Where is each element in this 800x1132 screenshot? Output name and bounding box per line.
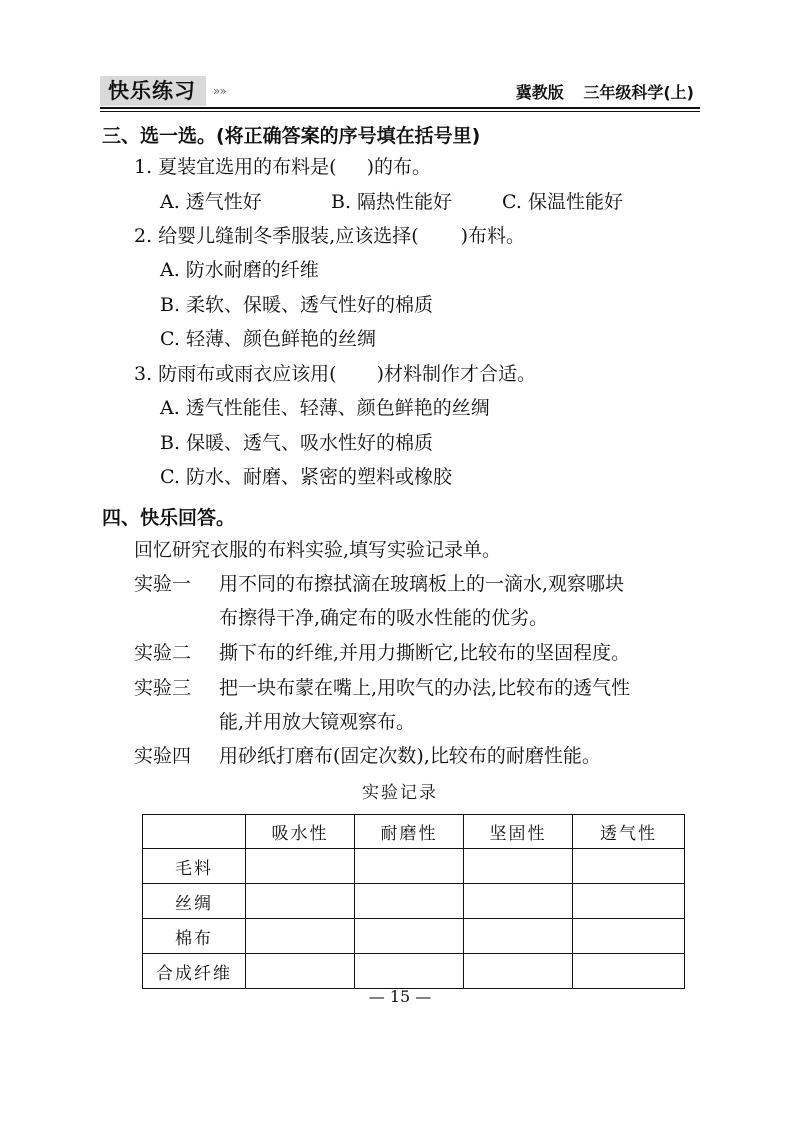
experiment-3-line-1: 把一块布蒙在嘴上,用吹气的办法,比较布的透气性 <box>219 677 631 699</box>
table-row <box>143 954 685 989</box>
book-info <box>516 80 694 103</box>
section-4-title: 四、快乐回答。 <box>102 507 236 529</box>
experiment-2-label: 实验二 <box>134 642 192 664</box>
experiment-3-line-2: 能,并用放大镜观察布。 <box>219 711 416 733</box>
experiment-3-label: 实验三 <box>134 677 192 699</box>
table-cell[interactable] <box>573 884 685 919</box>
column-header-blank <box>143 815 246 849</box>
table-cell[interactable] <box>573 919 685 954</box>
header-divider <box>100 107 700 112</box>
chevron-right-icon: »» <box>213 84 226 98</box>
row-label-synthetic: 合成纤维 <box>143 954 246 989</box>
table-cell[interactable] <box>246 884 355 919</box>
question-3-option-b: B. 保暖、透气、吸水性好的棉质 <box>160 432 434 454</box>
question-1-stem <box>134 155 431 179</box>
question-3-option-a: A. 透气性能佳、轻薄、颜色鲜艳的丝绸 <box>160 397 490 419</box>
question-2-option-a: A. 防水耐磨的纤维 <box>160 259 319 281</box>
table-row <box>143 884 685 919</box>
table-header-row <box>143 815 685 849</box>
record-table <box>142 814 685 989</box>
grade-label: 三年级科学(上) <box>583 83 694 102</box>
question-1-option-c: C. 保温性能好 <box>502 191 623 213</box>
table-cell[interactable] <box>355 849 464 884</box>
column-header-strength: 坚固性 <box>464 815 573 849</box>
experiment-4-label: 实验四 <box>134 745 192 767</box>
table-cell[interactable] <box>355 954 464 989</box>
brand-label: 快乐练习 <box>100 76 206 106</box>
table-cell[interactable] <box>355 884 464 919</box>
table-row <box>143 849 685 884</box>
question-1-stem-b: )的布。 <box>366 156 432 178</box>
row-label-wool: 毛料 <box>143 849 246 884</box>
column-header-wear-resistance: 耐磨性 <box>355 815 464 849</box>
table-cell[interactable] <box>355 919 464 954</box>
page-number: — 15 — <box>368 987 432 1006</box>
table-cell[interactable] <box>464 884 573 919</box>
question-2-option-c: C. 轻薄、颜色鲜艳的丝绸 <box>160 328 376 350</box>
experiment-1-label: 实验一 <box>134 573 192 595</box>
question-3-stem-a: 3. 防雨布或雨衣应该用( <box>134 363 337 385</box>
edition-label: 冀教版 <box>515 83 564 102</box>
page-header <box>100 76 700 110</box>
question-1-option-a: A. 透气性好 <box>160 191 262 213</box>
question-3-stem-b: )材料制作才合适。 <box>376 363 537 385</box>
section-3-title: 三、选一选。(将正确答案的序号填在括号里) <box>102 125 481 147</box>
record-table-title: 实验记录 <box>362 783 438 803</box>
table-cell[interactable] <box>246 849 355 884</box>
table-cell[interactable] <box>246 954 355 989</box>
section-4-intro: 回忆研究衣服的布料实验,填写实验记录单。 <box>134 539 502 561</box>
table-cell[interactable] <box>464 919 573 954</box>
table-row <box>143 919 685 954</box>
question-1-stem-a: 1. 夏装宜选用的布料是( <box>134 156 337 178</box>
experiment-4-line-1: 用砂纸打磨布(固定次数),比较布的耐磨性能。 <box>219 745 601 767</box>
column-header-breathability: 透气性 <box>573 815 685 849</box>
question-2-stem-a: 2. 给婴儿缝制冬季服装,应该选择( <box>134 225 419 247</box>
experiment-1-line-1: 用不同的布擦拭滴在玻璃板上的一滴水,观察哪块 <box>219 573 625 595</box>
question-3-stem <box>134 362 536 386</box>
column-header-absorbency: 吸水性 <box>246 815 355 849</box>
row-label-cotton: 棉布 <box>143 919 246 954</box>
question-2-stem <box>134 224 525 248</box>
table-cell[interactable] <box>464 849 573 884</box>
row-label-silk: 丝绸 <box>143 884 246 919</box>
experiment-2-line-1: 撕下布的纤维,并用力撕断它,比较布的坚固程度。 <box>219 642 631 664</box>
table-cell[interactable] <box>246 919 355 954</box>
table-cell[interactable] <box>573 954 685 989</box>
table-cell[interactable] <box>573 849 685 884</box>
experiment-1-line-2: 布擦得干净,确定布的吸水性能的优劣。 <box>219 607 549 629</box>
question-2-option-b: B. 柔软、保暖、透气性好的棉质 <box>160 294 434 316</box>
question-1-option-b: B. 隔热性能好 <box>331 191 453 213</box>
question-2-stem-b: )布料。 <box>460 225 526 247</box>
question-3-option-c: C. 防水、耐磨、紧密的塑料或橡胶 <box>160 466 452 488</box>
table-cell[interactable] <box>464 954 573 989</box>
